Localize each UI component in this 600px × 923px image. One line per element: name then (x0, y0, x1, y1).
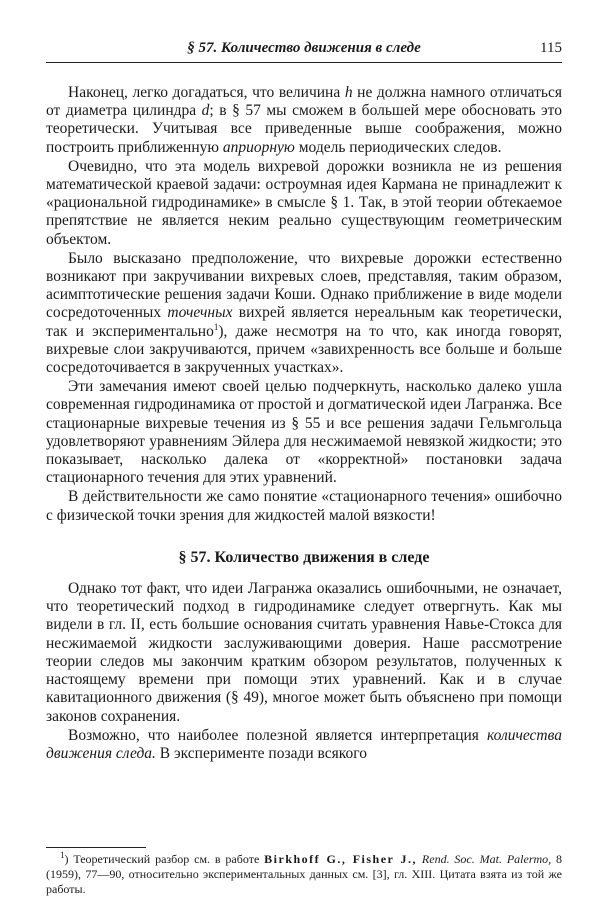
italic-term: точечных (167, 304, 233, 322)
paragraph-2: Очевидно, что эта модель вихревой дорожки возникла не из решения математической краевой задачи: остроумная идея Кармана не принадлежит к «рациональной гидродинамике» в смысле § 1. Так, в этой теории обтекаемое препятствие не является неким реально существующим геометрическим объектом. (46, 157, 562, 248)
page-number: 115 (540, 40, 562, 56)
body-text (46, 84, 562, 764)
text-run: ; в § 57 мы сможем в большей мере обосновать это теоретически. Учитывая все приведенные выше соображения, можно построить приближенную (46, 102, 563, 156)
footnote-text (46, 852, 562, 897)
section-heading: § 57. Количество движения в следе (178, 548, 430, 566)
text-run: не должна намного отличаться от диаметра цилиндра (46, 84, 562, 120)
footnote-marker: 1 (60, 850, 65, 860)
text-run: Было высказано предположение, что вихревые дорожки естественно возникают при закручивании вихревых слоев, представляя, таким образом, асимптотические решения задачи Коши. Однако приближение в виде модели сосредоточенных (46, 249, 562, 322)
text-run: модель периодических следов. (294, 138, 502, 156)
text-run: ), даже несмотря на то что, как иногда говорят, вихревые слои закручиваются, причем «завихренность все больше и больше сосредоточивается в закрученных участках». (46, 322, 562, 377)
italic-term: априорную (222, 138, 295, 156)
footnote-authors: Birkhoff G., Fisher J., (264, 852, 418, 866)
math-symbol: d (201, 102, 210, 120)
paragraph-5: В действительности же само понятие «стационарного течения» ошибочно с физической точки зрения для жидкостей малой вязкости! (46, 488, 562, 524)
running-title: § 57. Количество движения в следе (187, 40, 421, 56)
text-run: 8 (1959), 77—90, относительно экспериментальных данных см. [3], гл. XIII. Цитата взята из той же работы. (46, 852, 563, 896)
math-symbol: h (344, 84, 353, 101)
paragraph-6: Однако тот факт, что идеи Лагранжа оказались ошибочными, не означает, что теоретический подход в гидродинамике следует отвергнуть. Как мы видели в гл. II, есть большие основания считать уравнения Навье-Стокса для несжимаемой жидкости заслуживающими доверия. Наше рассмотрение теории следов мы закончим кратким обзором результатов, полученных к настоящему времени при помощи этих уравнений. Как и в случае кавитационного движения (§ 49), многое может быть объяснено при помощи законов сохранения. (46, 580, 562, 725)
text-run: В эксперименте позади всякого (155, 744, 367, 762)
paragraph-7 (46, 727, 562, 763)
paragraph-1 (46, 84, 562, 157)
running-header (46, 38, 562, 63)
text-run: вихрей является нереальным как теоретически, так и экспериментально (46, 304, 562, 340)
text-run: Возможно, что наиболее полезной является интерпретация (68, 726, 487, 744)
text-run: ) Теоретический разбор см. в работе (64, 852, 265, 866)
italic-term: количества движения следа. (46, 726, 562, 762)
footnote (46, 852, 562, 897)
footnote-ref: 1 (213, 321, 219, 332)
paragraph-3 (46, 250, 562, 377)
footnote-journal: Rend. Soc. Mat. Palermo, (417, 852, 552, 866)
footnote-divider (46, 847, 146, 848)
paragraph-4: Эти замечания имеют своей целью подчеркнуть, насколько далеко ушла современная гидродинамика от простой и догматической идеи Лагранжа. Все стационарные вихревые течения из § 55 и все решения задачи Гельмгольца удовлетворяют уравнениям Эйлера для несжимаемой невязкой жидкости; это показывает, насколько далека от «корректной» постановки задача стационарного течения для этих уравнений. (46, 378, 562, 487)
text-run: Наконец, легко догадаться, что величина (68, 84, 345, 101)
